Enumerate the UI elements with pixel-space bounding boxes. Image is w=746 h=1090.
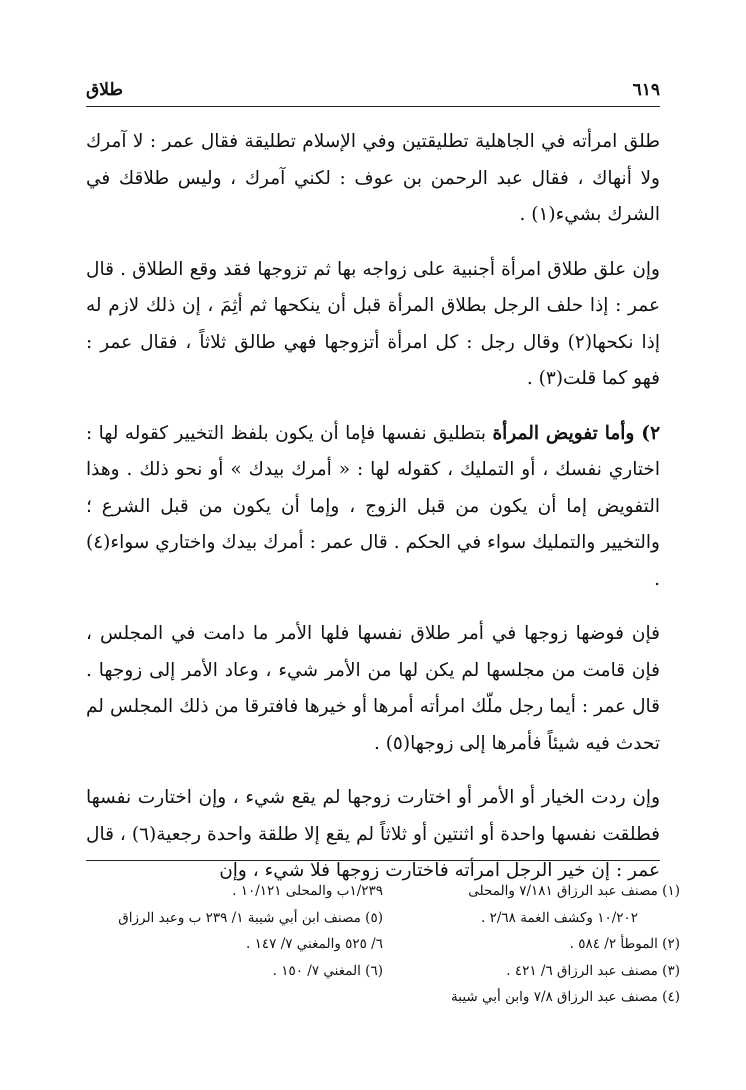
paragraph-continuation: وهذا التفويض إما أن يكون من قبل الزوج ، وإما أن يكون من قبل الشرع ؛ والتخيير والتمليك سواء في الحكم . قال عمر : أمرك بيدك واختاري سواء(٤) . [86,459,660,590]
footnote-line: (٥) مصنف ابن أبي شيبة ١/ ٢٣٩ ب وعبد الرزاق [118,909,383,926]
paragraph [86,416,660,599]
footnote-line: (٤) مصنف عبد الرزاق ٧/٨ وابن أبي شيبة [451,989,680,1005]
running-title: طلاق [86,80,123,100]
footnote-divider [86,860,660,861]
footnote-line: ١/٢٣٩ب والمحلى ١٠/١٢١ . [232,883,383,899]
section-heading: ٢) وأما تفويض المرأة [492,422,660,444]
main-text [86,124,660,908]
footnote-line: (٦) المغني ٧/ ١٥٠ . [272,962,383,979]
section-text: بتطليق نفسها فإما أن يكون بلفظ التخيير كقوله لها : اختاري نفسك ، أو التمليك ، كقوله لها : « أمرك بيدك » أو نحو ذلك . [86,422,660,480]
page-number: ٦١٩ [632,80,660,100]
footnotes-column-right [383,878,680,1011]
paragraph: فإن فوضها زوجها في أمر طلاق نفسها فلها الأمر ما دامت في المجلس ، فإن قامت من مجلسها لم يكن لها من الأمر شيء ، وعاد الأمر إلى زوجها . قال عمر : أيما رجل ملّك امرأته أمرها أو خيرها فافترقا من ذلك المجلس لم تحدث فيه شيئاً فأمرها إلى زوجها(٥) . [86,623,660,754]
footnote-line: (٣) مصنف عبد الرزاق ٦/ ٤٢١ . [506,962,680,979]
footnote-line: (٢) الموطأ ٢/ ٥٨٤ . [569,936,680,952]
footnotes-column-left [86,878,383,1011]
footnote-line: (١) مصنف عبد الرزاق ٧/١٨١ والمحلى [468,883,680,899]
footnotes [86,878,680,1011]
paragraph: طلق امرأته في الجاهلية تطليقتين وفي الإسلام تطليقة فقال عمر : لا آمرك ولا أنهاك ، فقال عبد الرحمن بن عوف : لكني آمرك ، وليس طلاقك في الشرك بشيء(١) . [86,131,660,225]
running-header [86,80,660,107]
paragraph: وإن علق طلاق امرأة أجنبية على زواجه بها ثم تزوجها فقد وقع الطلاق . قال عمر : إذا حلف الرجل بطلاق المرأة قبل أن ينكحها ثم أثِمَ ، إن ذلك لازم له إذا نكحها(٢) وقال رجل : كل امرأة أتزوجها فهي طالق ثلاثاً ، فقال عمر : فهو كما قلت(٣) . [86,258,661,389]
footnote-line: ٦/ ٥٢٥ والمغني ٧/ ١٤٧ . [246,936,383,952]
paragraph: وإن ردت الخيار أو الأمر أو اختارت زوجها لم يقع شيء ، وإن اختارت نفسها فطلقت نفسها واحدة أو اثنتين أو ثلاثاً لم يقع إلا طلقة واحدة رجعية(٦) ، قال عمر : إن خير الرجل امرأته فاختارت زوجها فلا شيء ، وإن [86,787,661,881]
footnote-line: ١٠/٢٠٢ وكشف الغمة ٢/٦٨ . [481,909,638,926]
